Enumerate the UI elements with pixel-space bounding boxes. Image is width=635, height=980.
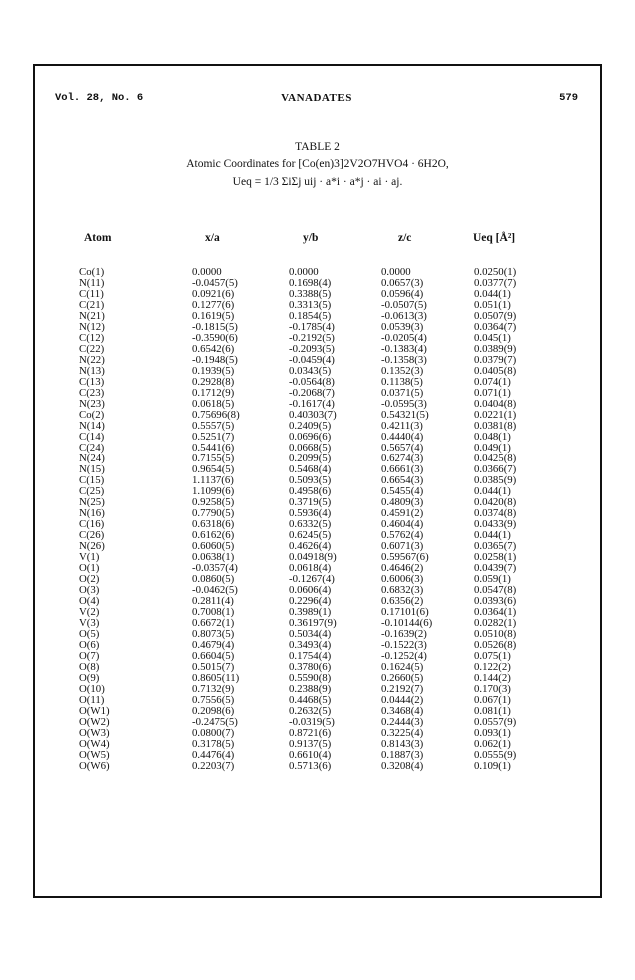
ueq-cell: 0.0393(6) bbox=[474, 595, 517, 608]
atom-cell: Co(2) bbox=[79, 408, 105, 421]
ueq-cell: 0.0547(8) bbox=[474, 584, 517, 597]
x-cell: 0.6672(1) bbox=[192, 617, 235, 629]
ueq-cell: 0.0377(7) bbox=[474, 276, 517, 289]
x-cell: -0.2475(5) bbox=[192, 715, 238, 728]
atom-cell: O(10) bbox=[79, 682, 105, 695]
ueq-cell: 0.0420(8) bbox=[474, 496, 517, 509]
z-cell: 0.3225(4) bbox=[381, 726, 424, 739]
y-cell: 0.5093(5) bbox=[289, 474, 332, 487]
y-cell: -0.0564(8) bbox=[289, 375, 335, 388]
atom-cell: N(16) bbox=[79, 507, 105, 520]
z-cell: 0.4646(2) bbox=[381, 562, 424, 575]
atom-cell: O(W6) bbox=[79, 759, 110, 772]
y-cell: 0.3493(4) bbox=[289, 638, 332, 651]
y-cell: 0.36197(9) bbox=[289, 617, 337, 629]
y-cell: 0.2632(5) bbox=[289, 704, 332, 717]
z-cell: 0.6006(3) bbox=[381, 573, 424, 586]
y-cell: 0.1698(4) bbox=[289, 276, 332, 289]
y-cell: 0.40303(7) bbox=[289, 408, 337, 421]
x-cell: 0.2928(8) bbox=[192, 375, 235, 388]
atom-cell: N(22) bbox=[79, 353, 105, 366]
z-cell: 0.0371(5) bbox=[381, 386, 424, 399]
ueq-cell: 0.0364(1) bbox=[474, 606, 517, 619]
ueq-cell: 0.059(1) bbox=[474, 573, 511, 586]
atom-cell: C(21) bbox=[79, 298, 105, 311]
x-cell: 0.1619(5) bbox=[192, 309, 235, 322]
column-header-x: x/a bbox=[205, 232, 220, 244]
z-cell: 0.6832(3) bbox=[381, 584, 424, 597]
atom-cell: O(W2) bbox=[79, 715, 110, 728]
z-cell: 0.0000 bbox=[381, 266, 411, 278]
y-cell: 0.9137(5) bbox=[289, 737, 332, 750]
table-row bbox=[35, 432, 600, 443]
column-header-z: z/c bbox=[398, 232, 412, 244]
z-cell: -0.1522(3) bbox=[381, 638, 427, 651]
ueq-cell: 0.051(1) bbox=[474, 298, 511, 311]
column-header-y: y/b bbox=[303, 232, 319, 244]
x-cell: 0.7556(5) bbox=[192, 693, 235, 706]
x-cell: 0.0800(7) bbox=[192, 726, 235, 739]
x-cell: 0.2203(7) bbox=[192, 759, 235, 772]
y-cell: 0.3313(5) bbox=[289, 298, 332, 311]
z-cell: 0.1352(3) bbox=[381, 364, 424, 377]
ueq-cell: 0.109(1) bbox=[474, 759, 511, 772]
atom-cell: O(9) bbox=[79, 671, 100, 684]
z-cell: -0.1358(3) bbox=[381, 353, 427, 366]
running-header bbox=[55, 92, 578, 106]
x-cell: 0.9258(5) bbox=[192, 496, 235, 509]
z-cell: 0.5455(4) bbox=[381, 485, 424, 498]
y-cell: 0.0343(5) bbox=[289, 364, 332, 377]
ueq-cell: 0.049(1) bbox=[474, 441, 511, 454]
atom-cell: N(13) bbox=[79, 364, 105, 377]
atom-cell: C(13) bbox=[79, 375, 105, 388]
atom-cell: N(12) bbox=[79, 320, 105, 333]
y-cell: 0.5034(4) bbox=[289, 627, 332, 640]
ueq-cell: 0.0374(8) bbox=[474, 507, 517, 520]
z-cell: 0.54321(5) bbox=[381, 408, 429, 421]
ueq-cell: 0.044(1) bbox=[474, 529, 511, 542]
x-cell: -0.0457(5) bbox=[192, 276, 238, 289]
z-cell: 0.1138(5) bbox=[381, 375, 423, 388]
atom-cell: O(W4) bbox=[79, 737, 110, 750]
x-cell: -0.0357(4) bbox=[192, 562, 238, 575]
z-cell: 0.59567(6) bbox=[381, 551, 429, 564]
y-cell: 0.5468(4) bbox=[289, 463, 332, 476]
atom-cell: N(26) bbox=[79, 540, 105, 553]
x-cell: 0.0000 bbox=[192, 266, 222, 278]
x-cell: 0.0860(5) bbox=[192, 573, 235, 586]
z-cell: 0.4591(2) bbox=[381, 507, 424, 520]
x-cell: 0.1712(9) bbox=[192, 386, 235, 399]
ueq-cell: 0.0557(9) bbox=[474, 715, 517, 728]
x-cell: 1.1137(6) bbox=[192, 474, 234, 487]
ueq-cell: 0.0405(8) bbox=[474, 364, 517, 377]
y-cell: -0.2068(7) bbox=[289, 386, 335, 399]
table-number: TABLE 2 bbox=[295, 141, 340, 153]
table-row bbox=[35, 421, 600, 432]
table-row bbox=[35, 761, 600, 772]
z-cell: -0.0595(3) bbox=[381, 397, 427, 410]
y-cell: 0.04918(9) bbox=[289, 551, 337, 564]
x-cell: 0.1277(6) bbox=[192, 298, 235, 311]
atom-cell: C(25) bbox=[79, 485, 105, 498]
y-cell: -0.0319(5) bbox=[289, 715, 335, 728]
ueq-cell: 0.0364(7) bbox=[474, 320, 517, 333]
atom-cell: O(8) bbox=[79, 660, 100, 673]
y-cell: 0.0618(4) bbox=[289, 562, 332, 575]
atom-cell: O(6) bbox=[79, 638, 100, 651]
z-cell: 0.8143(3) bbox=[381, 737, 424, 750]
ueq-cell: 0.0439(7) bbox=[474, 562, 517, 575]
ueq-cell: 0.074(1) bbox=[474, 375, 511, 388]
x-cell: -0.1815(5) bbox=[192, 320, 238, 333]
x-cell: 0.4679(4) bbox=[192, 638, 235, 651]
journal-volume: Vol. 28, No. 6 bbox=[55, 92, 144, 104]
x-cell: 0.7790(5) bbox=[192, 507, 235, 520]
atom-cell: O(11) bbox=[79, 693, 105, 706]
z-cell: -0.0205(4) bbox=[381, 331, 427, 344]
z-cell: 0.6071(3) bbox=[381, 540, 424, 553]
z-cell: 0.3468(4) bbox=[381, 704, 424, 717]
atom-cell: N(14) bbox=[79, 419, 105, 432]
ueq-cell: 0.0526(8) bbox=[474, 638, 517, 651]
y-cell: -0.1785(4) bbox=[289, 320, 335, 333]
table-row bbox=[35, 739, 600, 750]
y-cell: -0.2093(5) bbox=[289, 342, 335, 355]
z-cell: -0.10144(6) bbox=[381, 617, 433, 629]
ueq-cell: 0.093(1) bbox=[474, 726, 511, 739]
table-body bbox=[35, 267, 600, 772]
y-cell: -0.1267(4) bbox=[289, 573, 335, 586]
ueq-cell: 0.0425(8) bbox=[474, 452, 517, 465]
x-cell: 0.75696(8) bbox=[192, 408, 240, 421]
z-cell: 0.1624(5) bbox=[381, 660, 424, 673]
y-cell: 0.0668(5) bbox=[289, 441, 332, 454]
y-cell: 0.4626(4) bbox=[289, 540, 332, 553]
ueq-cell: 0.062(1) bbox=[474, 737, 511, 750]
ueq-cell: 0.0433(9) bbox=[474, 518, 517, 531]
y-cell: -0.0459(4) bbox=[289, 353, 335, 366]
y-cell: 0.6610(4) bbox=[289, 748, 332, 761]
atom-cell: O(W5) bbox=[79, 748, 110, 761]
y-cell: 0.6245(5) bbox=[289, 529, 332, 542]
column-header-ueq: Ueq [Å²] bbox=[473, 232, 516, 244]
atom-cell: O(5) bbox=[79, 627, 100, 640]
y-cell: 0.1854(5) bbox=[289, 309, 332, 322]
z-cell: -0.1639(2) bbox=[381, 627, 427, 640]
x-cell: -0.0462(5) bbox=[192, 584, 238, 597]
x-cell: 0.7132(9) bbox=[192, 682, 235, 695]
ueq-cell: 0.0510(8) bbox=[474, 627, 517, 640]
atom-cell: N(25) bbox=[79, 496, 105, 509]
x-cell: 0.6604(5) bbox=[192, 649, 235, 662]
z-cell: 0.17101(6) bbox=[381, 606, 429, 619]
x-cell: 0.2811(4) bbox=[192, 595, 234, 608]
z-cell: 0.0657(3) bbox=[381, 276, 424, 289]
z-cell: 0.0444(2) bbox=[381, 693, 424, 706]
z-cell: -0.0613(3) bbox=[381, 309, 427, 322]
y-cell: 0.2388(9) bbox=[289, 682, 332, 695]
z-cell: 0.6356(2) bbox=[381, 595, 424, 608]
z-cell: 0.6654(3) bbox=[381, 474, 424, 487]
y-cell: 0.8721(6) bbox=[289, 726, 332, 739]
atom-cell: V(2) bbox=[79, 606, 100, 619]
x-cell: -0.1948(5) bbox=[192, 353, 238, 366]
y-cell: 0.3989(1) bbox=[289, 606, 332, 619]
z-cell: 0.6661(3) bbox=[381, 463, 424, 476]
y-cell: 0.0606(4) bbox=[289, 584, 332, 597]
y-cell: 0.0696(6) bbox=[289, 430, 332, 443]
table-row bbox=[35, 728, 600, 739]
z-cell: 0.4809(3) bbox=[381, 496, 424, 509]
x-cell: 0.8073(5) bbox=[192, 627, 235, 640]
y-cell: -0.2192(5) bbox=[289, 331, 335, 344]
x-cell: 0.5441(6) bbox=[192, 441, 235, 454]
z-cell: 0.2192(7) bbox=[381, 682, 424, 695]
atom-cell: C(15) bbox=[79, 474, 105, 487]
ueq-cell: 0.0385(9) bbox=[474, 474, 517, 487]
y-cell: -0.1617(4) bbox=[289, 397, 335, 410]
x-cell: 0.7155(5) bbox=[192, 452, 235, 465]
atom-cell: Co(1) bbox=[79, 266, 105, 278]
z-cell: 0.1887(3) bbox=[381, 748, 424, 761]
ueq-cell: 0.0507(9) bbox=[474, 309, 517, 322]
atom-cell: C(16) bbox=[79, 518, 105, 531]
z-cell: -0.1383(4) bbox=[381, 342, 427, 355]
z-cell: -0.0507(5) bbox=[381, 298, 427, 311]
x-cell: 1.1099(6) bbox=[192, 485, 235, 498]
x-cell: 0.0638(1) bbox=[192, 551, 235, 564]
running-title: VANADATES bbox=[281, 92, 352, 104]
atom-cell: V(3) bbox=[79, 617, 100, 629]
z-cell: 0.2444(3) bbox=[381, 715, 424, 728]
page-frame bbox=[33, 64, 602, 898]
x-cell: 0.9654(5) bbox=[192, 463, 235, 476]
atom-cell: C(14) bbox=[79, 430, 105, 443]
y-cell: 0.6332(5) bbox=[289, 518, 332, 531]
atom-cell: N(11) bbox=[79, 276, 105, 289]
ueq-cell: 0.122(2) bbox=[474, 660, 511, 673]
x-cell: 0.5557(5) bbox=[192, 419, 235, 432]
table-caption-formula: Ueq = 1/3 ΣiΣj uij · a*i · a*j · ai · aj. bbox=[232, 176, 403, 188]
z-cell: -0.1252(4) bbox=[381, 649, 427, 662]
z-cell: 0.0539(3) bbox=[381, 320, 424, 333]
atom-cell: N(15) bbox=[79, 463, 105, 476]
y-cell: 0.4958(6) bbox=[289, 485, 332, 498]
y-cell: 0.3780(6) bbox=[289, 660, 332, 673]
ueq-cell: 0.170(3) bbox=[474, 682, 511, 695]
x-cell: 0.6060(5) bbox=[192, 540, 235, 553]
x-cell: 0.0618(5) bbox=[192, 397, 235, 410]
page-number: 579 bbox=[559, 92, 578, 104]
atom-cell: N(23) bbox=[79, 397, 105, 410]
z-cell: 0.3208(4) bbox=[381, 759, 424, 772]
ueq-cell: 0.0379(7) bbox=[474, 353, 517, 366]
atom-cell: N(21) bbox=[79, 309, 105, 322]
atom-cell: O(4) bbox=[79, 595, 100, 608]
x-cell: 0.3178(5) bbox=[192, 737, 235, 750]
ueq-cell: 0.0365(7) bbox=[474, 540, 517, 553]
ueq-cell: 0.0389(9) bbox=[474, 342, 517, 355]
y-cell: 0.2099(5) bbox=[289, 452, 332, 465]
atom-cell: C(12) bbox=[79, 331, 105, 344]
ueq-cell: 0.0282(1) bbox=[474, 617, 517, 629]
ueq-cell: 0.048(1) bbox=[474, 430, 511, 443]
y-cell: 0.3719(5) bbox=[289, 496, 332, 509]
atom-cell: O(2) bbox=[79, 573, 100, 586]
ueq-cell: 0.044(1) bbox=[474, 287, 511, 300]
z-cell: 0.5657(4) bbox=[381, 441, 424, 454]
atom-cell: O(3) bbox=[79, 584, 100, 597]
y-cell: 0.1754(4) bbox=[289, 649, 332, 662]
y-cell: 0.5590(8) bbox=[289, 671, 332, 684]
y-cell: 0.0000 bbox=[289, 266, 319, 278]
ueq-cell: 0.0381(8) bbox=[474, 419, 517, 432]
ueq-cell: 0.0258(1) bbox=[474, 551, 517, 564]
z-cell: 0.6274(3) bbox=[381, 452, 424, 465]
ueq-cell: 0.0221(1) bbox=[474, 408, 517, 421]
x-cell: 0.6318(6) bbox=[192, 518, 235, 531]
table-row bbox=[35, 399, 600, 410]
table-row bbox=[35, 388, 600, 399]
x-cell: 0.0921(6) bbox=[192, 287, 235, 300]
x-cell: 0.8605(11) bbox=[192, 671, 240, 684]
atom-cell: O(W1) bbox=[79, 704, 110, 717]
ueq-cell: 0.0366(7) bbox=[474, 463, 517, 476]
table-row bbox=[35, 410, 600, 421]
x-cell: 0.6542(6) bbox=[192, 342, 235, 355]
ueq-cell: 0.0404(8) bbox=[474, 397, 517, 410]
atom-cell: O(7) bbox=[79, 649, 100, 662]
ueq-cell: 0.144(2) bbox=[474, 671, 511, 684]
x-cell: 0.6162(6) bbox=[192, 529, 235, 542]
y-cell: 0.5713(6) bbox=[289, 759, 332, 772]
y-cell: 0.5936(4) bbox=[289, 507, 332, 520]
table-row bbox=[35, 377, 600, 388]
z-cell: 0.4604(4) bbox=[381, 518, 424, 531]
atom-cell: C(23) bbox=[79, 386, 105, 399]
z-cell: 0.0596(4) bbox=[381, 287, 424, 300]
ueq-cell: 0.0555(9) bbox=[474, 748, 517, 761]
table-row bbox=[35, 750, 600, 761]
y-cell: 0.2296(4) bbox=[289, 595, 332, 608]
ueq-cell: 0.075(1) bbox=[474, 649, 511, 662]
x-cell: 0.5015(7) bbox=[192, 660, 235, 673]
x-cell: 0.2098(6) bbox=[192, 704, 235, 717]
atom-cell: N(24) bbox=[79, 452, 105, 465]
ueq-cell: 0.045(1) bbox=[474, 331, 511, 344]
y-cell: 0.4468(5) bbox=[289, 693, 332, 706]
atom-cell: C(11) bbox=[79, 287, 104, 300]
x-cell: 0.1939(5) bbox=[192, 364, 235, 377]
ueq-cell: 0.0250(1) bbox=[474, 266, 517, 278]
y-cell: 0.2409(5) bbox=[289, 419, 332, 432]
x-cell: 0.4476(4) bbox=[192, 748, 235, 761]
ueq-cell: 0.044(1) bbox=[474, 485, 511, 498]
atom-cell: C(22) bbox=[79, 342, 105, 355]
column-header-atom: Atom bbox=[84, 232, 112, 244]
atom-cell: O(1) bbox=[79, 562, 100, 575]
z-cell: 0.5762(4) bbox=[381, 529, 424, 542]
ueq-cell: 0.071(1) bbox=[474, 386, 511, 399]
atom-cell: V(1) bbox=[79, 551, 100, 564]
atom-cell: C(24) bbox=[79, 441, 105, 454]
x-cell: -0.3590(6) bbox=[192, 331, 238, 344]
x-cell: 0.5251(7) bbox=[192, 430, 235, 443]
ueq-cell: 0.067(1) bbox=[474, 693, 511, 706]
z-cell: 0.4211(3) bbox=[381, 419, 423, 432]
ueq-cell: 0.081(1) bbox=[474, 704, 511, 717]
y-cell: 0.3388(5) bbox=[289, 287, 332, 300]
z-cell: 0.4440(4) bbox=[381, 430, 424, 443]
table-caption: Atomic Coordinates for [Co(en)3]2V2O7HVO4 · 6H2O, bbox=[186, 158, 449, 170]
x-cell: 0.7008(1) bbox=[192, 606, 235, 619]
atom-cell: O(W3) bbox=[79, 726, 110, 739]
atom-cell: C(26) bbox=[79, 529, 105, 542]
z-cell: 0.2660(5) bbox=[381, 671, 424, 684]
